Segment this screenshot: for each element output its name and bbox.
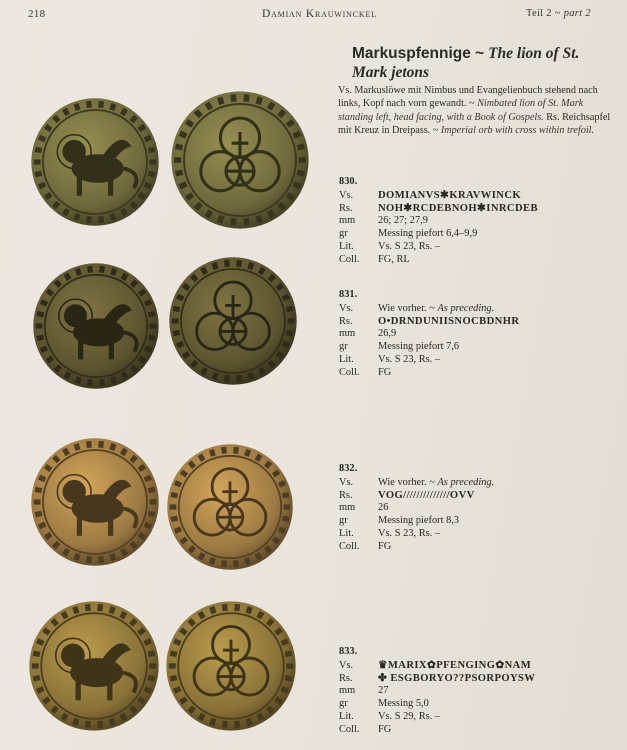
desc-part-3: Rs. Reichsapfel mit Kreuz in Dreipass. ~ [338, 111, 611, 137]
section-description [338, 84, 616, 138]
catalog-entry-833 [339, 646, 609, 737]
page-number: 218 [28, 8, 46, 20]
row-value: FG, RL [378, 253, 410, 265]
row-value: Vs. S 23, Rs. – [378, 527, 441, 539]
row-value: 26,9 [378, 328, 397, 340]
entry-rows [339, 303, 609, 380]
row-value: Messing piefort 6,4–9,9 [378, 228, 478, 240]
row-key: mm [339, 215, 356, 227]
entry-row-gr [339, 341, 609, 354]
row-key: Coll. [339, 540, 360, 552]
coin-833-obverse [28, 600, 160, 732]
row-key: Vs. [339, 302, 354, 314]
entry-row-rs [339, 316, 609, 329]
row-key: gr [339, 698, 348, 710]
part-de: Teil 2 ~ [526, 8, 561, 19]
entry-row-rs [339, 203, 609, 216]
row-key: Vs. [339, 189, 354, 201]
entry-row-coll [339, 541, 609, 554]
coin-legend: NOH✱RCDEBNOH✱INRCDEB [378, 202, 538, 214]
entry-row-vs [339, 303, 609, 316]
section-title-de: Markuspfennige ~ [352, 45, 485, 62]
desc-part-1: Vs. Markuslöwe mit Nimbus und Evangelienbuch stehend nach links, Kopf nach vorn gewandt. ~ [338, 85, 598, 110]
entry-row-vs [339, 190, 609, 203]
row-key: Rs. [339, 202, 353, 214]
row-key: mm [339, 685, 356, 697]
coin-830-reverse [170, 90, 310, 230]
row-value: 26; 27; 27,9 [378, 215, 428, 227]
row-key: Rs. [339, 489, 353, 501]
desc-part-2: Nimbated lion of St. Mark standing left, head facing, with a Book of Gospels. [338, 98, 584, 123]
section-title-en: The lion of St. Mark jetons [352, 45, 580, 81]
entry-row-mm [339, 502, 609, 515]
coin-legend: VOG//////////////OVV [378, 489, 475, 501]
row-value-translation: As preceding. [437, 302, 495, 314]
entry-row-rs [339, 673, 609, 686]
row-value: 26 [378, 502, 389, 514]
entry-row-mm [339, 215, 609, 228]
entry-row-lit [339, 354, 609, 367]
row-value: FG [378, 540, 392, 552]
row-key: gr [339, 515, 348, 527]
coin-831-obverse [32, 262, 160, 390]
entry-row-gr [339, 228, 609, 241]
row-key: Lit. [339, 710, 354, 722]
coin-legend: O•DRNDUNIISNOCBDNHR [378, 315, 520, 327]
row-key: Coll. [339, 253, 360, 265]
catalog-entry-831 [339, 289, 609, 380]
row-key: mm [339, 328, 356, 340]
entry-row-coll [339, 367, 609, 380]
part-en: part 2 [563, 8, 591, 19]
row-key: mm [339, 502, 356, 514]
entry-number: 833. [339, 646, 358, 657]
row-value: Wie vorher. ~ As preceding. [378, 302, 495, 314]
entry-row-gr [339, 515, 609, 528]
row-key: Lit. [339, 353, 354, 365]
row-key: Lit. [339, 527, 354, 539]
coin-legend: ♛MARIX✿PFENGING✿NAM [378, 659, 532, 671]
row-key: Coll. [339, 723, 360, 735]
entry-row-coll [339, 724, 609, 737]
row-key: gr [339, 228, 348, 240]
row-value-translation: As preceding. [437, 476, 495, 488]
catalog-entry-832 [339, 463, 609, 554]
row-value: FG [378, 723, 392, 735]
row-value: Vs. S 23, Rs. – [378, 353, 441, 365]
coin-830-obverse [30, 97, 160, 227]
entry-number: 831. [339, 289, 358, 300]
row-key: Vs. [339, 476, 354, 488]
entry-row-lit [339, 241, 609, 254]
entry-row-coll [339, 254, 609, 267]
row-key: Lit. [339, 240, 354, 252]
row-key: gr [339, 341, 348, 353]
row-value: Vs. S 23, Rs. – [378, 240, 441, 252]
coin-831-reverse [168, 256, 298, 386]
row-value: Wie vorher. ~ As preceding. [378, 476, 495, 488]
coin-legend: DOMIANVS✱KRAVWINCK [378, 189, 522, 201]
row-value: Messing 5,0 [378, 698, 429, 710]
coin-legend: ✤ ESGBORYO??PSORPOYSW [378, 672, 536, 684]
entry-rows [339, 477, 609, 554]
entry-row-lit [339, 711, 609, 724]
entry-row-vs [339, 660, 609, 673]
entry-row-mm [339, 685, 609, 698]
row-value: Messing piefort 7,6 [378, 341, 460, 353]
entry-row-rs [339, 490, 609, 503]
entry-number: 830. [339, 176, 358, 187]
entry-row-lit [339, 528, 609, 541]
entry-rows [339, 660, 609, 737]
section-title [352, 44, 602, 82]
row-value: Vs. S 29, Rs. – [378, 710, 441, 722]
entry-number: 832. [339, 463, 358, 474]
entry-rows [339, 190, 609, 267]
part-label [526, 8, 591, 19]
coin-833-reverse [165, 600, 297, 732]
entry-row-vs [339, 477, 609, 490]
row-value: Messing piefort 8,3 [378, 515, 460, 527]
row-value: 27 [378, 685, 389, 697]
row-key: Rs. [339, 672, 353, 684]
entry-row-gr [339, 698, 609, 711]
desc-part-4: Imperial orb with cross within trefoil. [440, 125, 595, 137]
row-value: FG [378, 366, 392, 378]
coin-832-reverse [166, 443, 294, 571]
catalog-entry-830 [339, 176, 609, 267]
entry-row-mm [339, 328, 609, 341]
row-key: Vs. [339, 659, 354, 671]
row-key: Rs. [339, 315, 353, 327]
row-key: Coll. [339, 366, 360, 378]
running-title: Damian Krauwinckel [262, 8, 377, 20]
coin-832-obverse [30, 437, 160, 567]
